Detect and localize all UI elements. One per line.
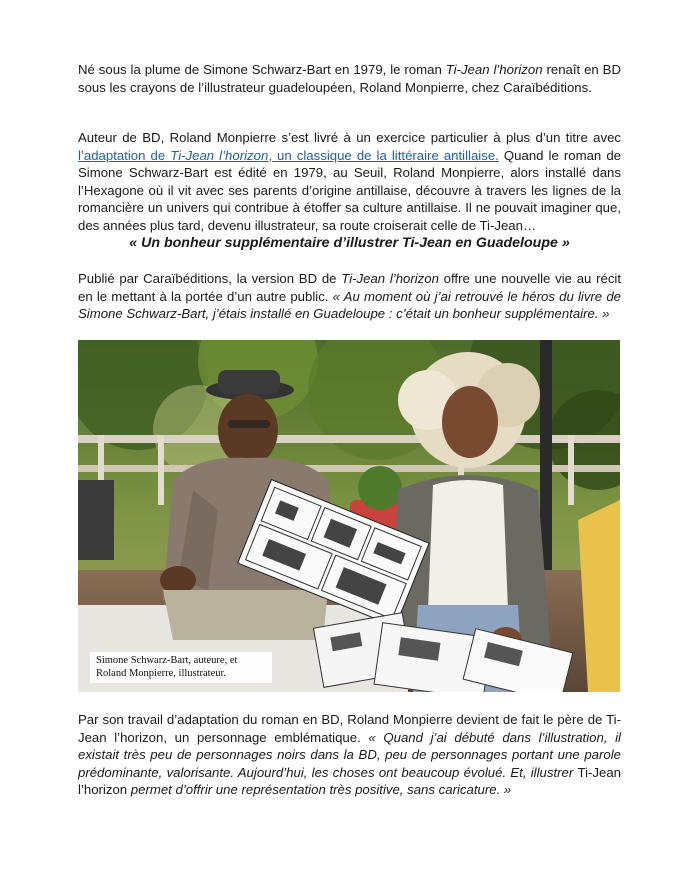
publication-text-middle: offre une nouvelle vie au récit en le mettant à la portée d’un autre public. <box>78 271 622 304</box>
caption-line: Simone Schwarz-Bart, auteure, et <box>96 655 238 666</box>
publication-quote: « Au moment où j’ai retrouvé le héros du livre de Simone Schwarz-Bart, j’étais installé en Guadeloupe : c’était un bonheur supplémentaire. » <box>78 288 621 322</box>
intro-text-end: renaît en BD sous les crayons de l’illustrateur guadeloupéen, Roland Monpierre, chez Caraïbéditions. <box>78 62 621 95</box>
caption-line: Roland Monpierre, illustrateur. <box>96 668 227 679</box>
illustrator-quote: « Quand j’ai débuté dans l’illustration, il existait très peu de personnages noirs dans la BD, peu de personnages portant une parole prédominante, valorisante. Aujourd’hui, les choses ont beaucoup évolué. Et, illustrer <box>78 729 621 780</box>
book-title: Ti-Jean l’horizon <box>341 271 439 286</box>
adaptation-link[interactable]: l’adaptation de Ti-Jean l’horizon, un classique de la littéraire antillaise. <box>78 147 499 163</box>
author-text: Auteur de BD, Roland Monpierre s’est livré à un exercice particulier à plus d’un titre avec <box>78 130 621 145</box>
intro-paragraph <box>78 61 621 96</box>
character-text: Par son travail d’adaptation du roman en BD, Roland Monpierre devient de fait le père de Ti-Jean l’horizon, un personnage emblématique. <box>78 712 621 745</box>
illustrator-quote-end: permet d’offrir une représentation très positive, sans caricature. » <box>127 782 512 798</box>
publication-paragraph <box>78 270 621 323</box>
author-text-end: Quand le roman de Simone Schwarz-Bart est édité en 1979, au Seuil, Roland Monpierre, alors installé dans l’Hexagone où il vit avec ses parents d’origine antillaise, découvre à travers les lignes de la romancière un univers qui contribue à étoffer sa culture antillaise. Il ne pouvait imaginer que, des années plus tard, devenu illustrateur, sa route croiserait celle de Ti-Jean… <box>78 147 621 233</box>
character-paragraph <box>78 711 621 799</box>
intro-text: Né sous la plume de Simone Schwarz-Bart en 1979, le roman <box>78 62 446 77</box>
authors-photo <box>78 340 620 692</box>
book-title: Ti-Jean l’horizon <box>78 764 621 798</box>
photo-illustration <box>78 340 620 692</box>
section-heading: « Un bonheur supplémentaire d’illustrer Ti-Jean en Guadeloupe » <box>129 235 570 251</box>
book-title: Ti-Jean l’horizon <box>445 62 543 77</box>
author-paragraph <box>78 129 621 235</box>
photo-caption <box>90 652 272 683</box>
publication-text: Publié par Caraïbéditions, la version BD de <box>78 271 342 286</box>
